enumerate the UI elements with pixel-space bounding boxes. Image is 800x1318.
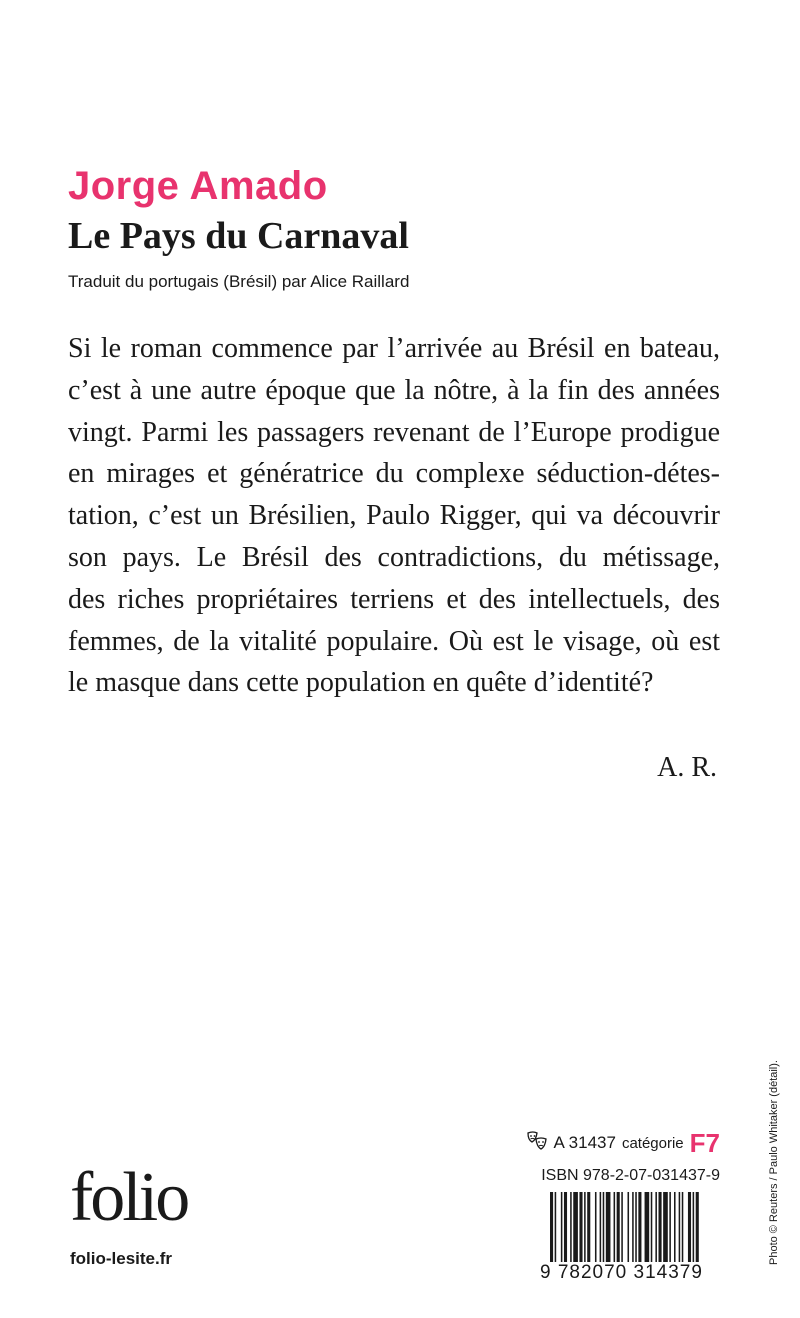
blurb-line: le masque dans cette population en quête d’identité? xyxy=(68,667,654,699)
barcode-bar xyxy=(606,1192,611,1262)
photo-credit: Photo © Reuters / Paulo Whitaker (détail). xyxy=(768,1060,780,1265)
isbn: ISBN 978-2-07-031437-9 xyxy=(541,1167,720,1184)
barcode-bar xyxy=(621,1192,623,1262)
barcode-bar xyxy=(651,1192,653,1262)
folio-logo: folio xyxy=(70,1159,188,1236)
publisher-website: folio-lesite.fr xyxy=(70,1249,173,1268)
barcode-bar xyxy=(679,1192,681,1262)
barcode-bar xyxy=(645,1192,650,1262)
barcode-bar xyxy=(632,1192,634,1262)
barcode-bar xyxy=(595,1192,597,1262)
barcode-bar xyxy=(614,1192,616,1262)
barcode-bar xyxy=(663,1192,668,1262)
blurb-line: femmes, de la vitalité populaire. Où est le visage, où est xyxy=(68,625,720,657)
barcode-bar xyxy=(603,1192,605,1262)
barcode-bar xyxy=(587,1192,590,1262)
barcode-bar xyxy=(617,1192,620,1262)
barcode-bar xyxy=(628,1192,630,1262)
author-name: Jorge Amado xyxy=(68,164,328,208)
blurb-line: Si le roman commence par l’arrivée au Brésil en bateau, xyxy=(68,333,720,364)
blurb-line: c’est à une autre époque que la nôtre, à la fin des années xyxy=(68,374,720,406)
catalog-info xyxy=(526,1130,720,1156)
blurb-line: des riches propriétaires terriens et des intellectuels, des xyxy=(68,583,720,615)
blurb-initials: A. R. xyxy=(657,752,717,783)
barcode-bar xyxy=(570,1192,572,1262)
barcode-bar xyxy=(669,1192,671,1262)
barcode xyxy=(540,1192,724,1284)
category-value: F7 xyxy=(689,1128,720,1158)
blurb-line: vingt. Parmi les passagers revenant de l’Europe prodigue xyxy=(68,416,720,448)
barcode-bar xyxy=(573,1192,578,1262)
barcode-bar xyxy=(635,1192,637,1262)
catalog-code: A 31437 xyxy=(553,1133,616,1152)
blurb-line: en mirages et génératrice du complexe séduction-détes- xyxy=(68,458,720,490)
barcode-bar xyxy=(696,1192,699,1262)
barcode-bar xyxy=(561,1192,563,1262)
blurb-line: son pays. Le Brésil des contradictions, du métissage, xyxy=(68,541,720,573)
barcode-bar xyxy=(655,1192,657,1262)
barcode-bar xyxy=(674,1192,676,1262)
barcode-bar xyxy=(550,1192,553,1262)
barcode-bar xyxy=(579,1192,582,1262)
translator-credit: Traduit du portugais (Brésil) par Alice Raillard xyxy=(68,272,410,291)
barcode-bar xyxy=(659,1192,662,1262)
barcode-bar xyxy=(688,1192,691,1262)
barcode-digits: 9 782070 314379 xyxy=(540,1262,703,1283)
category-label: catégorie xyxy=(621,1134,684,1152)
barcode-bars xyxy=(550,1192,724,1262)
blurb-line: tation, c’est un Brésilien, Paulo Rigger, qui va découvrir xyxy=(68,500,720,532)
book-title: Le Pays du Carnaval xyxy=(68,215,409,257)
barcode-bar xyxy=(584,1192,586,1262)
barcode-bar xyxy=(682,1192,684,1262)
blurb xyxy=(68,328,720,704)
masks-icon xyxy=(526,1131,548,1155)
barcode-bar xyxy=(555,1192,557,1262)
barcode-bar xyxy=(564,1192,567,1262)
barcode-bar xyxy=(693,1192,695,1262)
barcode-bar xyxy=(600,1192,602,1262)
barcode-bar xyxy=(638,1192,641,1262)
